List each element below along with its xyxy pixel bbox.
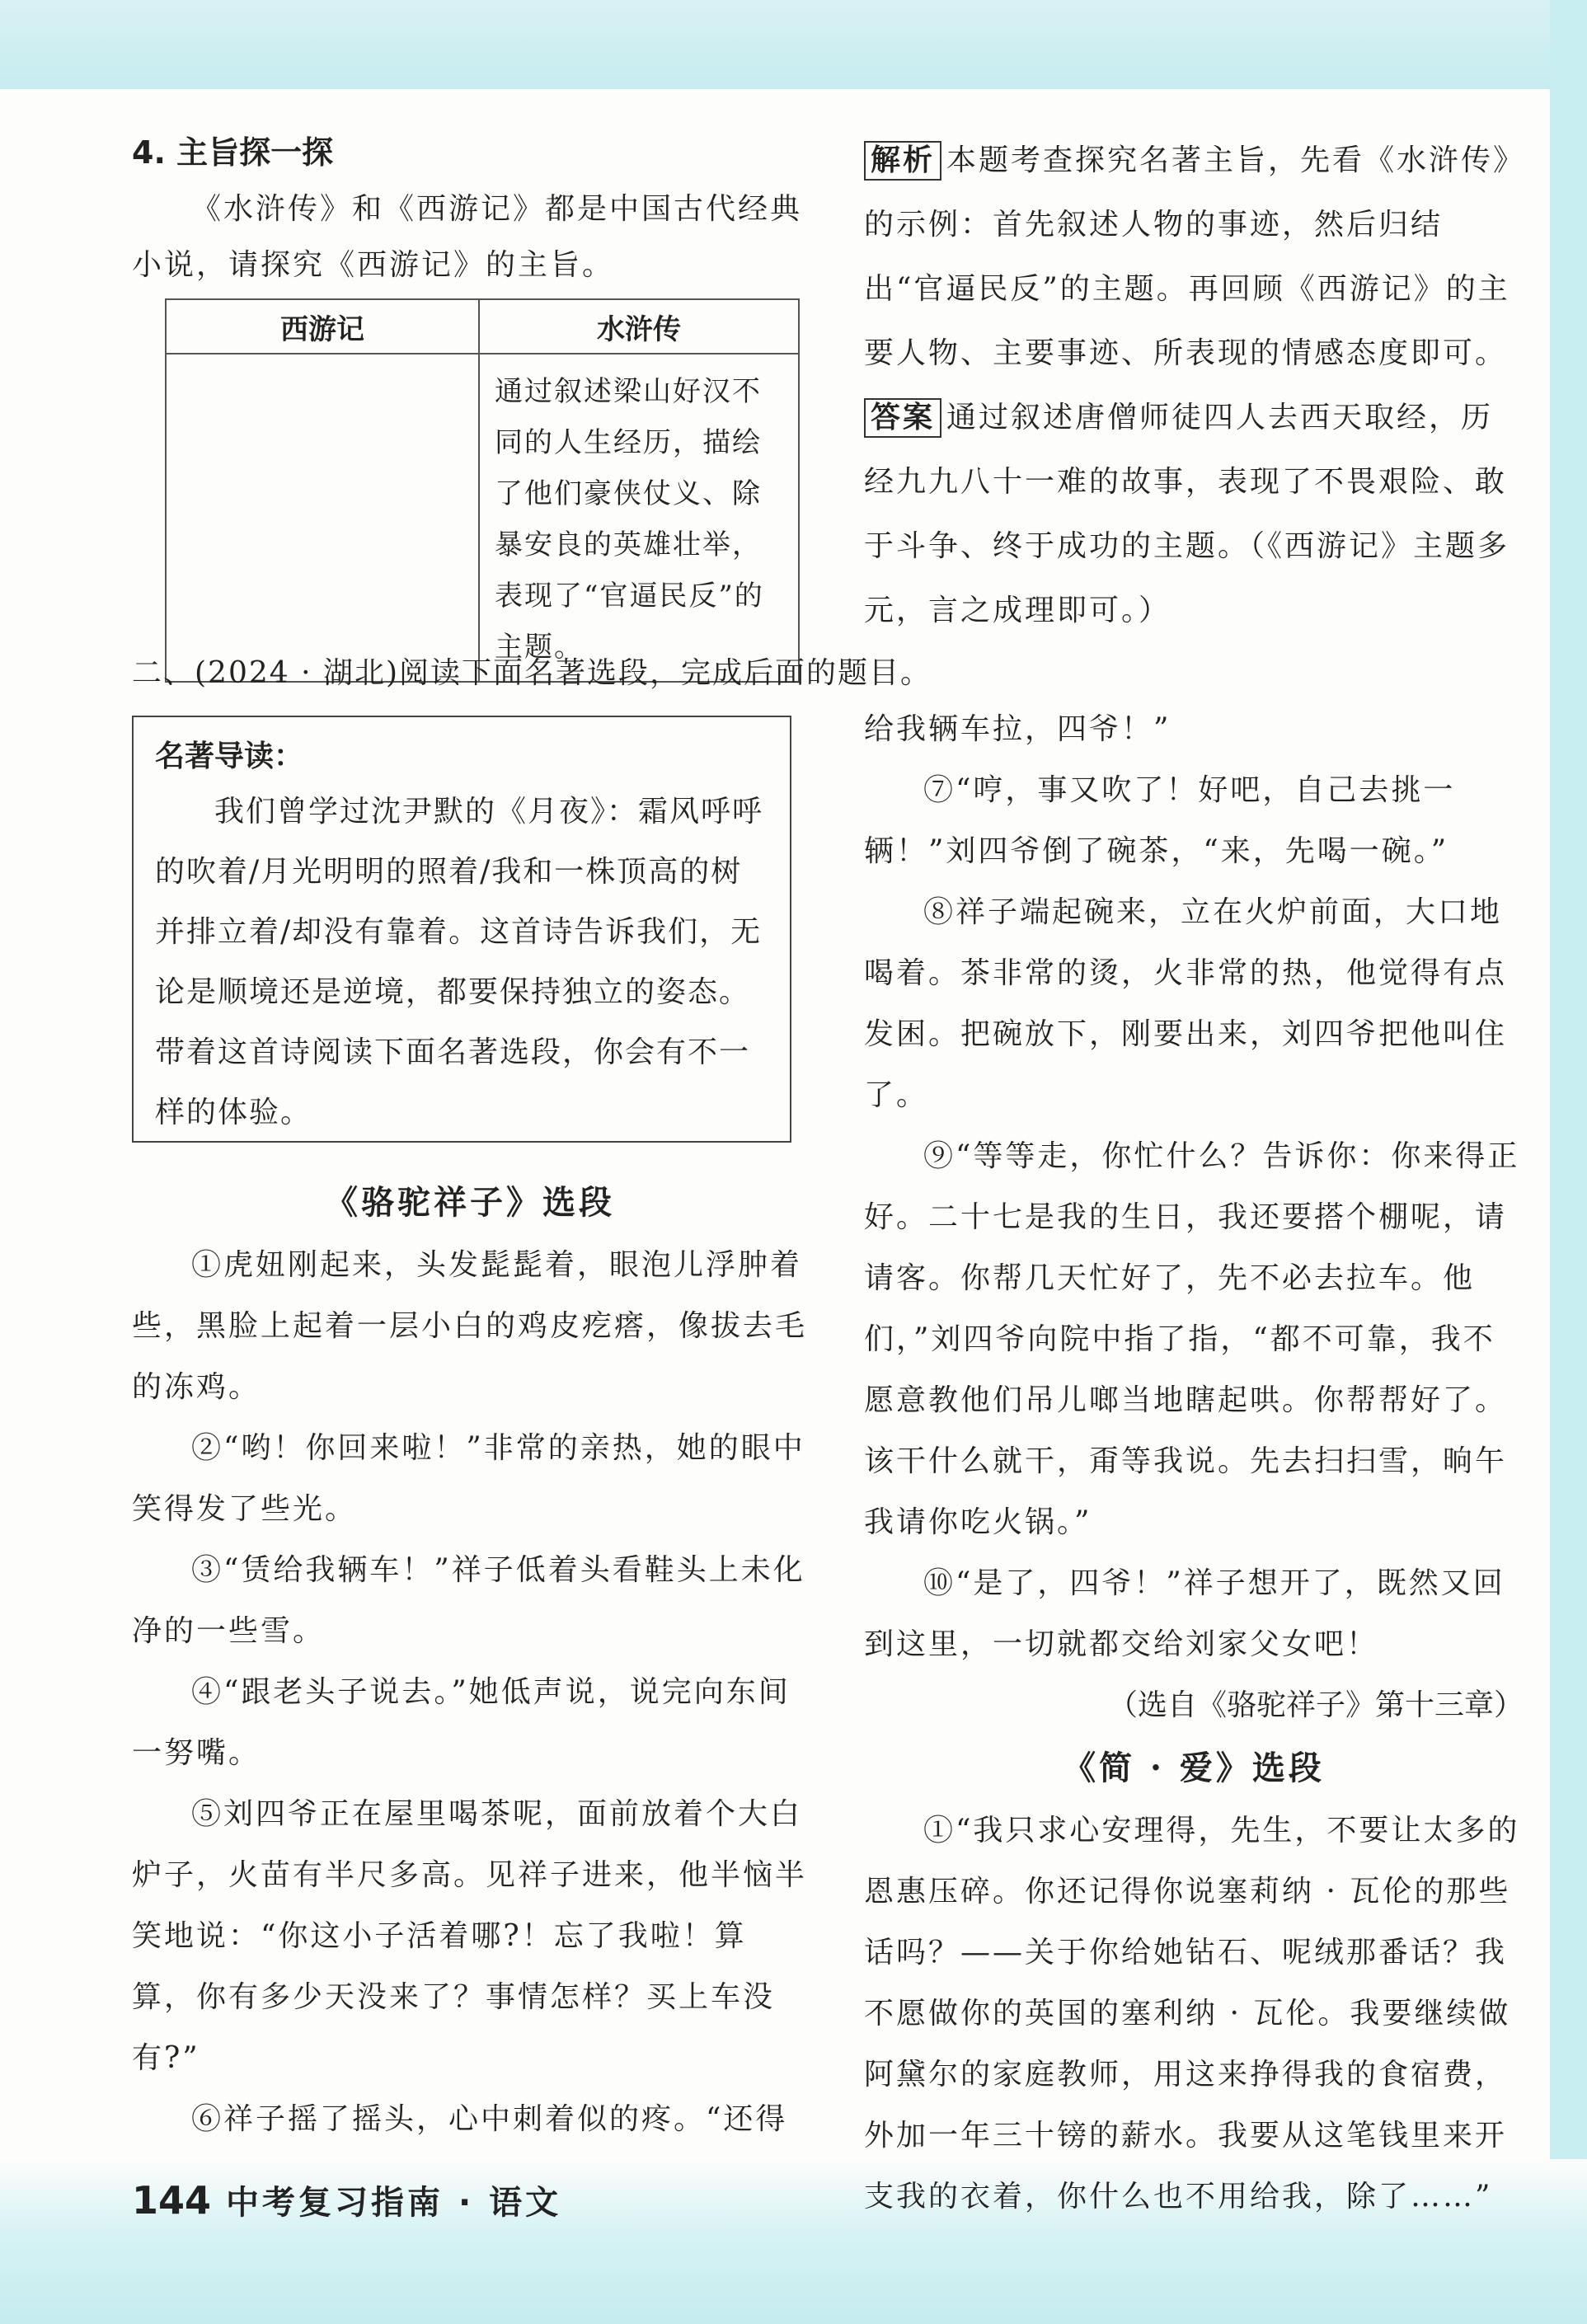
table-header-shuihuzhuan: 水浒传 — [479, 299, 799, 354]
camel-para-10: ⑩“是了，四爷！”祥子想开了，既然又回到这里，一切就都交给刘家父女吧！ — [864, 1566, 1505, 1661]
book-title: 中考复习指南 · 语文 — [226, 2184, 562, 2222]
camel-para-4: ④“跟老头子说去。”她低声说，说完向东间一努嘴。 — [132, 1675, 791, 1770]
question-4-title: 4. 主旨探一探 — [132, 134, 334, 171]
answer-para — [864, 386, 1524, 643]
camel-title: 《骆驼祥子》选段 — [325, 1183, 615, 1222]
analysis-tag: 解析 — [864, 141, 941, 181]
camel-para-2: ②“哟！你回来啦！”非常的亲热，她的眼中笑得发了些光。 — [132, 1431, 805, 1526]
jane-title: 《简 · 爱》选段 — [1063, 1749, 1325, 1787]
camel-para-9: ⑨“等等走，你忙什么？告诉你：你来得正好。二十七是我的生日，我还要搭个棚呢，请请客。你帮几天忙好了，先不必去拉车。他们，”刘四爷向院中指了指，“都不可靠，我不愿意教他们吊儿啷当地瞎起哄。你帮帮好了。该干什么就干，甭等我说。先去扫扫雪，晌午我请你吃火锅。” — [864, 1139, 1520, 1539]
camel-excerpt-right — [864, 699, 1524, 2228]
guide-body: 我们曾学过沈尹默的《月夜》：霜风呼呼的吹着/月光明明的照着/我和一株顶高的树并排立着/却没有靠着。这首诗告诉我们，无论是顺境还是逆境，都要保持独立的姿态。带着这首诗阅读下面名著选段，你会有不一样的体验。 — [155, 795, 764, 1129]
right-band — [1550, 0, 1587, 2324]
guide-box — [132, 716, 791, 1143]
compare-table — [165, 298, 800, 683]
camel-para-5: ⑤刘四爷正在屋里喝茶呢，面前放着个大白炉子，火苗有半尺多高。见祥子进来，他半恼半笑地说：“你这小子活着哪?！忘了我啦！算算，你有多少天没来了？事情怎样？买上车没有?” — [132, 1797, 808, 2075]
camel-para-1: ①虎妞刚起来，头发髭髭着，眼泡儿浮肿着些，黑脸上起着一层小白的鸡皮疙瘩，像拔去毛的冻鸡。 — [132, 1248, 808, 1404]
table-cell-shuihuzhuan: 通过叙述梁山好汉不同的人生经历，描绘了他们豪侠仗义、除暴安良的英雄壮举，表现了“官逼民反”的主题。 — [479, 354, 799, 682]
camel-para-3: ③“赁给我辆车！”祥子低着头看鞋头上未化净的一些雪。 — [132, 1553, 805, 1648]
camel-para-7: ⑦“哼，事又吹了！好吧，自己去挑一辆！”刘四爷倒了碗茶，“来，先喝一碗。” — [864, 773, 1456, 868]
camel-para-8: ⑧祥子端起碗来，立在火炉前面，大口地喝着。茶非常的烫，火非常的热，他觉得有点发困。把碗放下，刚要出来，刘四爷把他叫住了。 — [864, 895, 1508, 1112]
camel-source: （选自《骆驼祥子》第十三章） — [1107, 1688, 1524, 1722]
analysis-block — [864, 129, 1524, 643]
camel-para-6: ⑥祥子摇了摇头，心中刺着似的疼。“还得 — [191, 2102, 788, 2136]
guide-title: 名著导读： — [155, 739, 304, 773]
camel-para-6-cont: 给我辆车拉，四爷！” — [864, 712, 1171, 746]
page-footer — [132, 2176, 561, 2223]
jane-para-1: ①“我只求心安理得，先生，不要让太多的恩惠压碎。你还记得你说塞莉纳 · 瓦伦的那些话吗？——关于你给她钻石、呢绒那番话？我不愿做你的英国的塞利纳 · 瓦伦。我要继续做阿黛尔的家庭教师，用这来挣得我的食宿费，外加一年三十镑的薪水。我要从这笔钱里来开支我的衣着，你什么也不用给我，除了……” — [864, 1814, 1520, 2214]
answer-text: 通过叙述唐僧师徒四人去西天取经，历经九九八十一难的故事，表现了不畏艰险、敢于斗争、终于成功的主题。（《西游记》主题多元，言之成理即可。） — [864, 401, 1510, 627]
camel-excerpt-left — [132, 1171, 808, 2150]
question-4-stem: 《水浒传》和《西游记》都是中国古代经典小说，请探究《西游记》的主旨。 — [132, 192, 803, 282]
analysis-para — [864, 129, 1524, 386]
table-header-xiyouji: 西游记 — [166, 299, 479, 354]
top-band — [0, 0, 1587, 89]
page-number: 144 — [132, 2178, 212, 2223]
table-cell-xiyouji — [166, 354, 479, 682]
question-4 — [132, 124, 808, 683]
analysis-text: 本题考查探究名著主旨，先看《水浒传》的示例：首先叙述人物的事迹，然后归结出“官逼民反”的主题。再回顾《西游记》的主要人物、主要事迹、所表现的情感态度即可。 — [864, 143, 1511, 370]
section-2-heading: 二、(2024 · 湖北)阅读下面名著选段，完成后面的题目。 — [132, 656, 932, 690]
answer-tag: 答案 — [864, 398, 941, 438]
